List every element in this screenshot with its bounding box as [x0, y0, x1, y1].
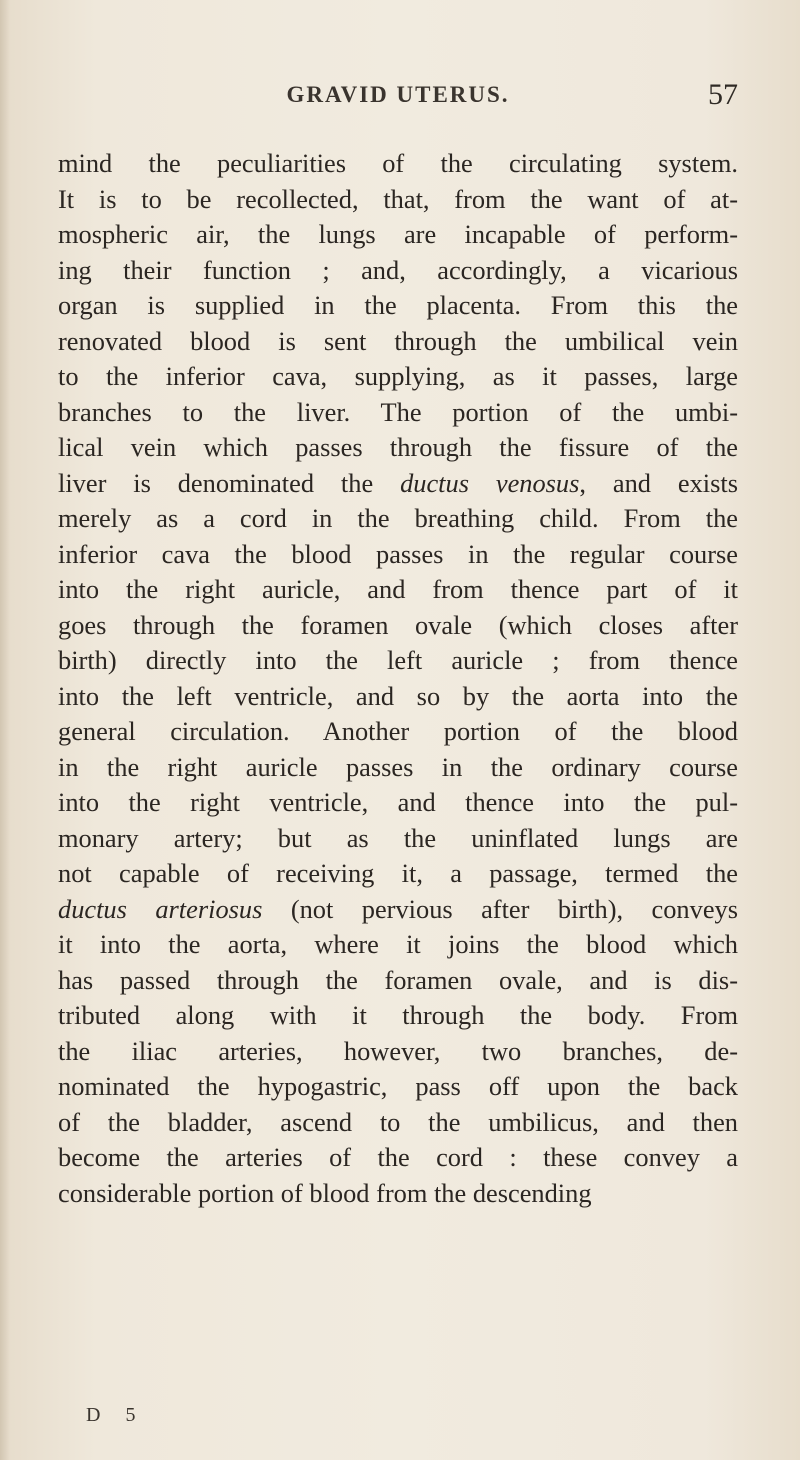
- page-gutter-shadow: [0, 0, 10, 1460]
- text-line: into the right ventricle, and thence into the pul-: [58, 787, 738, 817]
- text-line: branches to the liver. The portion of the umbi-: [58, 396, 738, 427]
- text-line: It is to be recollected, that, from the want of at-: [58, 183, 738, 214]
- text-segment: (not pervious after birth), conveys: [262, 893, 738, 924]
- text-line: nominated the hypogastric, pass off upon the back: [58, 1071, 738, 1101]
- italic-term: ductus arteriosus: [58, 893, 263, 924]
- text-line: tributed along with it through the body. From: [58, 1000, 738, 1030]
- text-line: in the right auricle passes in the ordinary course: [58, 751, 738, 782]
- text-line: inferior cava the blood passes in the regular course: [58, 538, 738, 569]
- text-line: into the right auricle, and from thence part of it: [58, 574, 738, 604]
- text-line: into the left ventricle, and so by the aorta into the: [58, 680, 738, 711]
- page-number: 57: [708, 78, 738, 111]
- text-line: of the bladder, ascend to the umbilicus, and then: [58, 1106, 738, 1137]
- text-line: renovated blood is sent through the umbilical vein: [58, 325, 738, 356]
- text-line: birth) directly into the left auricle ; from thence: [58, 645, 738, 675]
- text-line: it into the aorta, where it joins the blood which: [58, 929, 738, 959]
- running-head: [58, 78, 738, 118]
- text-line: [58, 892, 738, 928]
- text-line: merely as a cord in the breathing child. From the: [58, 503, 738, 533]
- text-line: considerable portion of blood from the descending: [58, 1177, 592, 1208]
- text-line: the iliac arteries, however, two branches, de-: [58, 1035, 738, 1066]
- text-line: has passed through the foramen ovale, and is dis-: [58, 964, 738, 995]
- text-line: monary artery; but as the uninflated lungs are: [58, 822, 738, 853]
- text-line: to the inferior cava, supplying, as it passes, large: [58, 361, 738, 391]
- text-line: general circulation. Another portion of the blood: [58, 716, 738, 746]
- text-segment: , and exists: [579, 467, 738, 498]
- running-head-title: GRAVID UTERUS.: [286, 82, 510, 107]
- text-segment: liver is denominated the: [58, 467, 401, 498]
- italic-term: ductus venosus: [400, 467, 580, 498]
- text-line: become the arteries of the cord : these convey a: [58, 1142, 738, 1172]
- text-line: not capable of receiving it, a passage, termed the: [58, 858, 738, 888]
- text-line: mind the peculiarities of the circulating system.: [58, 148, 738, 178]
- text-line: organ is supplied in the placenta. From this the: [58, 290, 738, 320]
- body-text: [58, 146, 738, 1211]
- text-line: lical vein which passes through the fissure of the: [58, 432, 738, 462]
- text-line: [58, 466, 738, 502]
- text-line: goes through the foramen ovale (which closes after: [58, 609, 738, 640]
- signature-mark: D 5: [86, 1404, 146, 1426]
- text-line: ing their function ; and, accordingly, a vicarious: [58, 254, 738, 285]
- text-line: mospheric air, the lungs are incapable of perform-: [58, 219, 738, 249]
